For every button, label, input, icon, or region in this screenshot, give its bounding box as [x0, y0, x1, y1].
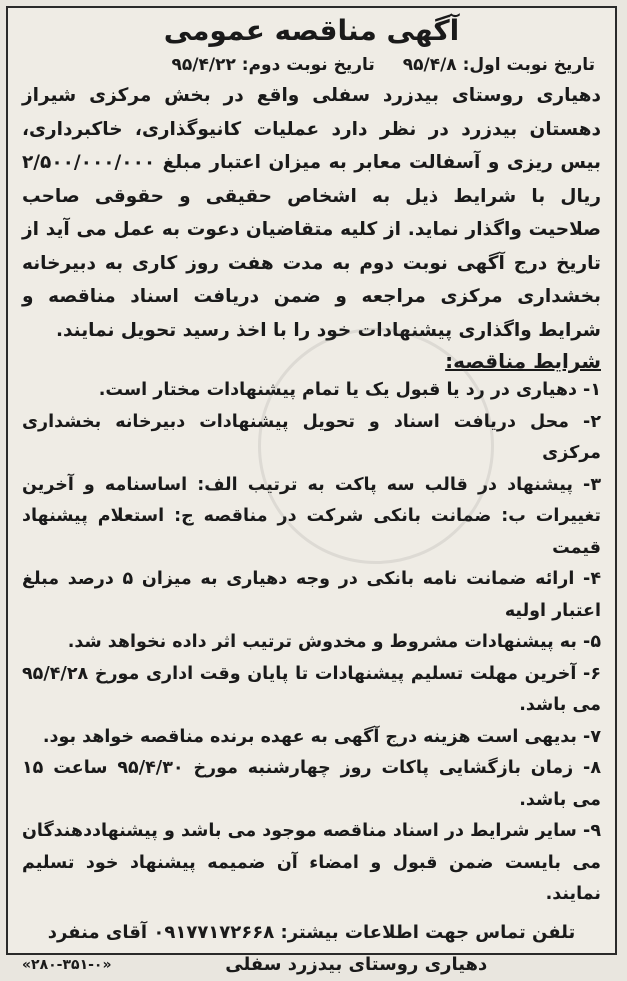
condition-item: ۳- پیشنهاد در قالب سه پاکت به ترتیب الف: اساسنامه و آخرین تغییرات ب: ضمانت بانکی شرکت در مناقصه ج: استعلام پیشنهاد قیمت: [22, 474, 601, 558]
notice-frame: [6, 6, 617, 975]
condition-item: ۵- به پیشنهادات مشروط و مخدوش ترتیب اثر داده نخواهد شد.: [67, 632, 601, 652]
notice-title: آگهی مناقصه عمومی: [163, 14, 460, 47]
first-date: تاریخ نوبت اول: ۹۵/۴/۸: [402, 55, 595, 75]
condition-item: ۲- محل دریافت اسناد و تحویل پیشنهادات دبیرخانه بخشداری مرکزی: [22, 411, 601, 463]
condition-item: ۴- ارائه ضمانت نامه بانکی در وجه دهیاری به میزان ۵ درصد مبلغ اعتبار اولیه: [22, 569, 601, 621]
contact-line: تلفن تماس جهت اطلاعات بیشتر: ۰۹۱۷۷۱۷۲۶۶۸ آقای منفرد: [47, 921, 576, 943]
conditions-title: شرایط مناقصه:: [445, 349, 601, 373]
notice-body: دهیاری روستای بیدزرد سفلی واقع در بخش مرکزی شیراز دهستان بیدزرد در نظر دارد عملیات کانیوگذاری، خاکبرداری، بیس ریزی و آسفالت معابر به میزان اعتبار مبلغ ۲/۵۰۰/۰۰۰/۰۰۰ ریال با شرایط ذیل به اشخاص حقیقی و حقوقی صاحب صلاحیت واگذار نماید. از کلیه متقاضیان دعوت به عمل می آید از تاریخ درج آگهی نوبت دوم به مدت هفت روز کاری به دبیرخانه بخشداری مرکزی مراجعه و ضمن دریافت اسناد مناقصه و شرایط واگذاری پیشنهادات خود را با اخذ رسید تحویل نمایند.: [22, 85, 601, 341]
condition-item: ۱- دهیاری در رد یا قبول یک یا تمام پیشنهادات مختار است.: [98, 380, 601, 400]
condition-item: ۷- بدیهی است هزینه درج آگهی به عهده برنده مناقصه خواهد بود.: [42, 726, 601, 747]
second-date: تاریخ نوبت دوم: ۹۵/۴/۲۲: [171, 55, 375, 75]
condition-item: ۹- سایر شرایط در اسناد مناقصه موجود می باشد و پیشنهاددهندگان می بایست ضمن قبول و امضاء آن ضمیمه پیشنهاد خود تسلیم نمایند.: [22, 821, 601, 904]
conditions-list: [22, 375, 601, 911]
ad-code: «۲۸۰-۳۵۱-۰»: [22, 956, 112, 973]
signature: دهیاری روستای بیدزرد سفلی: [225, 953, 488, 975]
condition-item: ۸- زمان بازگشایی پاکات روز چهارشنبه مورخ ۹۵/۴/۳۰ ساعت ۱۵ می باشد.: [22, 758, 601, 810]
condition-item: ۶- آخرین مهلت تسلیم پیشنهادات تا پایان وقت اداری مورخ ۹۵/۴/۲۸ می باشد.: [22, 663, 601, 715]
dates-row: [22, 55, 601, 75]
